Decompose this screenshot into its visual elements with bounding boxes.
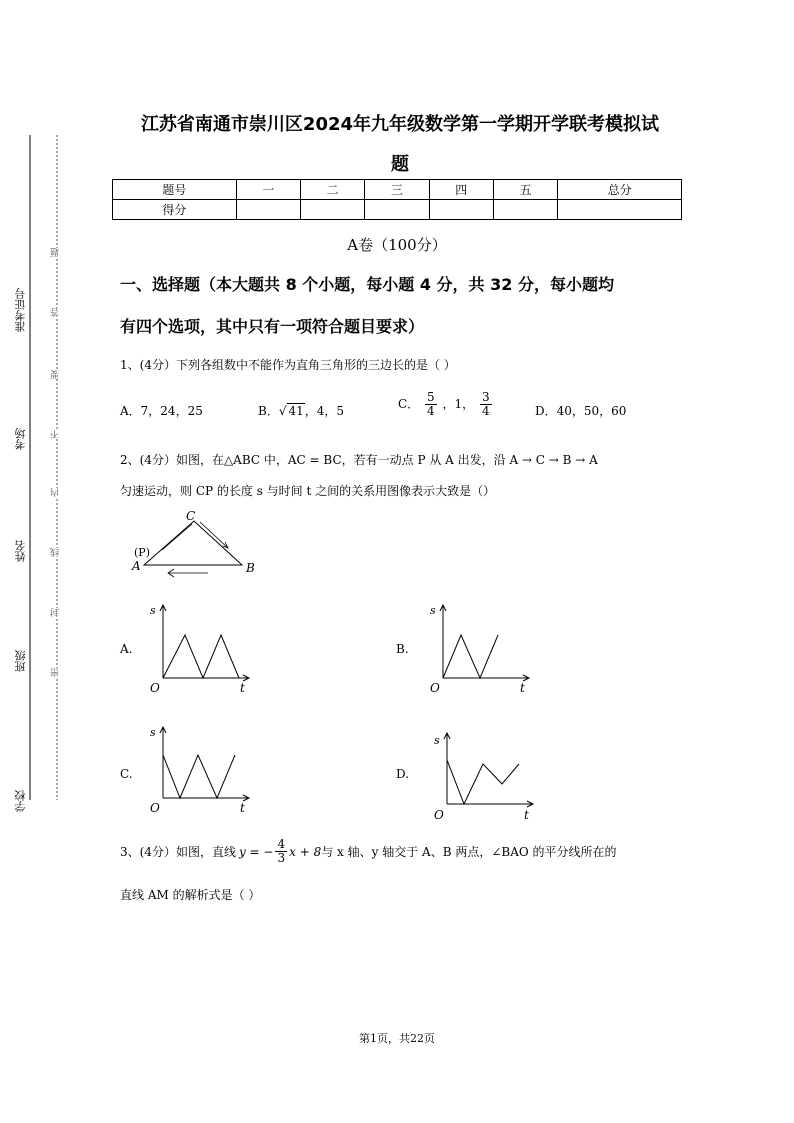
fig-label-a: A bbox=[132, 559, 141, 573]
paper-part-heading: A卷（100分） bbox=[347, 236, 447, 254]
axis-t: t bbox=[240, 681, 245, 695]
q1-option-b: B．√ 41，4，5 bbox=[258, 404, 345, 418]
seal-char: 答 bbox=[51, 308, 61, 317]
axis-origin: O bbox=[430, 681, 440, 695]
score-cell bbox=[300, 200, 364, 220]
axis-t: t bbox=[240, 801, 245, 815]
name-label: 姓名 bbox=[14, 540, 27, 562]
score-table-score-row bbox=[113, 200, 682, 220]
score-cell bbox=[365, 200, 429, 220]
seal-char: 封 bbox=[51, 608, 61, 617]
question-3-stem-line1: 3、(4分）如图，直线 y = − $\frac{4}{3}$ x + 8 与 x 轴、y 轴交于 A、B 两点，∠BAO 的平分线所在的 bbox=[120, 837, 617, 866]
seal-char: 不 bbox=[51, 430, 61, 439]
q2-option-b-label: B. bbox=[396, 642, 409, 656]
axis-origin: O bbox=[150, 681, 160, 695]
page-footer: 第1页，共22页 bbox=[359, 1032, 435, 1045]
q2-option-d-label: D. bbox=[396, 767, 410, 781]
seal-char: 线 bbox=[51, 548, 61, 557]
score-cell bbox=[493, 200, 557, 220]
axis-t: t bbox=[524, 808, 529, 822]
class-label: 班级 bbox=[14, 650, 27, 672]
q1-option-a: A．7，24，25 bbox=[120, 404, 203, 418]
fig-label-b: B bbox=[246, 561, 255, 575]
seal-char: 要 bbox=[51, 370, 61, 379]
score-header-cell: 总分 bbox=[558, 180, 682, 200]
score-header-cell: 二 bbox=[300, 180, 364, 200]
graph-c bbox=[148, 722, 263, 822]
section-heading-line2: 有四个选项，其中只有一项符合题目要求） bbox=[120, 317, 425, 336]
q1-option-c: C． $\frac{5}{4}$ ，1， $\frac{3}{4}$ bbox=[398, 390, 490, 419]
exam-room-label: 考场 bbox=[14, 428, 27, 450]
document-title-line2: 题 bbox=[391, 154, 409, 175]
score-cell bbox=[236, 200, 300, 220]
document-title-line1: 江苏省南通市崇川区2024年九年级数学第一学期开学联考模拟试 bbox=[140, 114, 660, 135]
score-table-header-row bbox=[113, 180, 682, 200]
score-header-cell: 一 bbox=[236, 180, 300, 200]
binding-lines bbox=[0, 0, 80, 820]
score-row-label: 得分 bbox=[113, 200, 237, 220]
score-header-cell: 五 bbox=[493, 180, 557, 200]
q2-option-a-label: A. bbox=[120, 642, 133, 656]
graph-a bbox=[148, 600, 263, 700]
axis-origin: O bbox=[150, 801, 160, 815]
seal-char: 内 bbox=[51, 488, 61, 497]
score-table bbox=[112, 179, 682, 220]
question-2-stem-line1: 2、(4分）如图，在△ABC 中，AC = BC，若有一动点 P 从 A 出发，沿 A → C → B → A bbox=[120, 453, 598, 467]
score-header-cell: 四 bbox=[429, 180, 493, 200]
axis-s: s bbox=[150, 726, 156, 739]
question-1-stem: 1、(4分）下列各组数中不能作为直角三角形的三边长的是（ ） bbox=[120, 358, 456, 372]
question-3-stem-line2: 直线 AM 的解析式是（ ） bbox=[120, 888, 261, 902]
triangle-figure bbox=[128, 508, 268, 583]
section-heading-line1: 一、选择题（本大题共 8 个小题，每小题 4 分，共 32 分，每小题均 bbox=[120, 275, 614, 294]
fig-label-p: (P) bbox=[134, 546, 150, 559]
fig-label-c: C bbox=[186, 509, 196, 523]
q2-option-c-label: C. bbox=[120, 767, 133, 781]
exam-number-label: 准考证号 bbox=[14, 288, 27, 332]
axis-t: t bbox=[520, 681, 525, 695]
axis-s: s bbox=[434, 734, 440, 747]
graph-b bbox=[428, 600, 543, 700]
axis-s: s bbox=[430, 604, 436, 617]
score-header-cell: 三 bbox=[365, 180, 429, 200]
seal-char: 题 bbox=[51, 248, 61, 257]
school-label: 学校 bbox=[14, 790, 27, 812]
graph-d bbox=[432, 730, 547, 825]
score-cell bbox=[429, 200, 493, 220]
seal-char: 密 bbox=[51, 668, 61, 677]
score-header-cell: 题号 bbox=[113, 180, 237, 200]
q1-option-d: D．40，50，60 bbox=[535, 404, 627, 418]
axis-s: s bbox=[150, 604, 156, 617]
score-cell bbox=[558, 200, 682, 220]
axis-origin: O bbox=[434, 808, 444, 822]
question-2-stem-line2: 匀速运动，则 CP 的长度 s 与时间 t 之间的关系用图像表示大致是（） bbox=[120, 484, 496, 498]
